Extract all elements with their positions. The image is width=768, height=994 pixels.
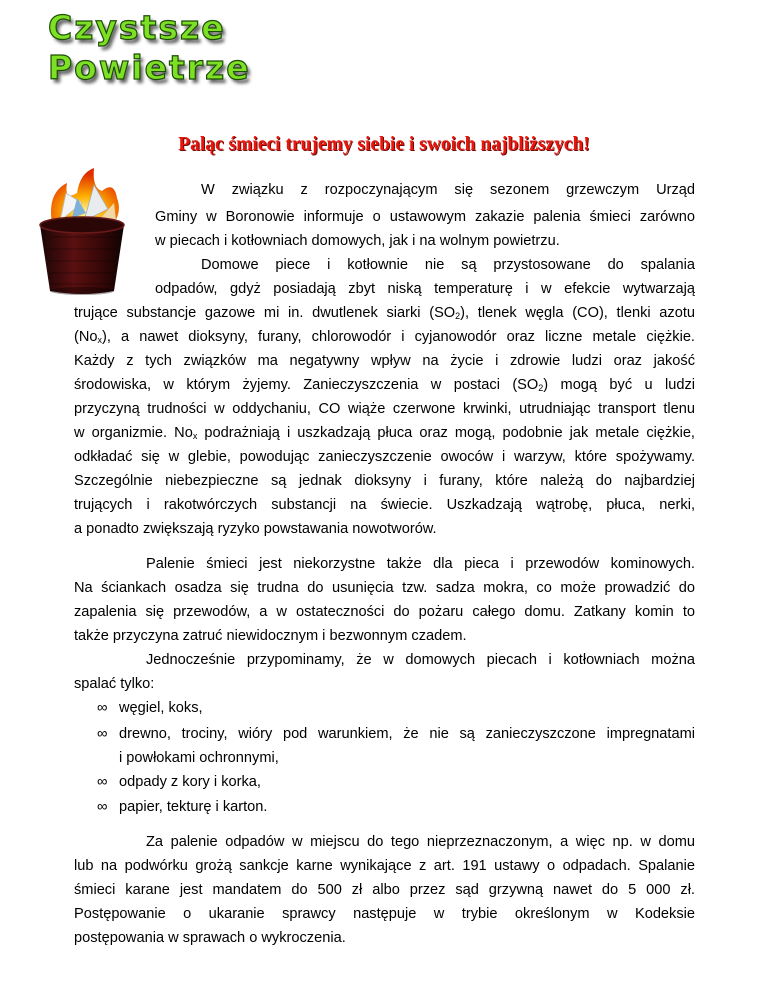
logo-line-2: Powietrze [48,48,251,87]
logo [48,8,251,90]
paragraph-3-line-2: Na ściankach osadza się trudna do usunięcia tzw. sadza mokra, co może prowadzić do [74,580,695,596]
paragraph-3-line-1: Palenie śmieci jest niekorzystne także dla pieca i przewodów kominowych. [146,556,695,572]
logo-line-1: Czystsze [48,8,226,47]
paragraph-2-line-3: trujące substancje gazowe mi in. dwutlenek siarki $(SO_2)$, tlenek węgla (CO), tlenki azotu [74,305,695,321]
paragraph-3-line-3: zapalenia się przewodów, a w ostateczności do pożaru całego domu. Zatkany komin to [74,604,695,620]
paragraph-5-line-3: śmieci karane jest mandatem do 500 zł albo przez sąd grzywną nawet do 5 000 zł. [74,882,695,898]
bullet-icon: ∞ [97,774,108,790]
paragraph-2-line-6: środowiska, w którym żyjemy. Zanieczyszczenia w postaci $(SO_2)$ mogą być u ludzi [74,377,695,393]
list-item: węgiel, koks, [119,700,203,716]
paragraph-5-line-1: Za palenie odpadów w miejscu do tego nieprzeznaczonym, a więc np. w domu [146,834,695,850]
paragraph-2-line-2: odpadów, gdyż posiadają zbyt niską temperaturę i w efekcie wytwarzają [155,281,695,297]
paragraph-2-line-4: $(No_x)$, a nawet dioksyny, furany, chlorowodór i cyjanowodór oraz liczne metale ciężkie. [74,329,695,345]
paragraph-4-line-1: Jednocześnie przypominamy, że w domowych piecach i kotłowniach można [146,652,695,668]
bullet-icon: ∞ [97,799,108,815]
burning-trash-bin-illustration [22,163,142,298]
paragraph-5-line-2: lub na podwórku grożą sankcje karne wynikające z art. 191 ustawy o odpadach. Spalanie [74,858,695,874]
page-title: Paląc śmieci trujemy siebie i swoich najbliższych! [178,134,590,155]
paragraph-1-line-2: Gminy w Boronowie informuje o ustawowym zakazie palenia śmieci zarówno [155,209,695,225]
paragraph-2-line-10: Szczególnie niebezpieczne są jednak dioksyny i furany, które należą do najbardziej [74,473,695,489]
paragraph-2-line-8: w organizmie. $No_x$ podrażniają i uszkadzają płuca oraz mogą, podobnie jak metale ciężkie, [74,425,695,441]
paragraph-2-line-9: odkładać się w glebie, powodując zanieczyszczenie owoców i warzyw, które spożywamy. [74,449,695,465]
paragraph-4-line-2: spalać tylko: [74,676,155,692]
paragraph-2-line-12: a ponadto zwiększają ryzyko powstawania nowotworów. [74,521,437,537]
paragraph-1-line-3: w piecach i kotłowniach domowych, jak i na wolnym powietrzu. [155,233,560,249]
paragraph-2-line-1: Domowe piece i kotłownie nie są przystosowane do spalania [201,257,695,273]
paragraph-1-line-1: W związku z rozpoczynającym się sezonem grzewczym Urząd [201,182,695,198]
bullet-icon: ∞ [97,700,108,716]
paragraph-2-line-11: trujących i rakotwórczych substancji na świecie. Uszkadzają wątrobę, płuca, nerki, [74,497,695,513]
list-item: odpady z kory i korka, [119,774,261,790]
paragraph-3-line-4: także przyczyna zatruć niewidocznym i bezwonnym czadem. [74,628,467,644]
list-item: papier, tekturę i karton. [119,799,268,815]
bullet-icon: ∞ [97,726,108,742]
paragraph-2-line-5: Każdy z tych związków ma negatywny wpływ na życie i zdrowie ludzi oraz jakość [74,353,695,369]
list-item: drewno, trociny, wióry pod warunkiem, że nie są zanieczyszczone impregnatami [119,726,695,742]
list-item-continuation: i powłokami ochronnymi, [119,750,279,766]
paragraph-2-line-7: przyczyną trudności w oddychaniu, CO wiąże czerwone krwinki, utrudniając transport tlenu [74,401,695,417]
paragraph-5-line-4: Postępowanie o ukaranie sprawcy następuje w trybie określonym w Kodeksie [74,906,695,922]
paragraph-5-line-5: postępowania w sprawach o wykroczenia. [74,930,346,946]
